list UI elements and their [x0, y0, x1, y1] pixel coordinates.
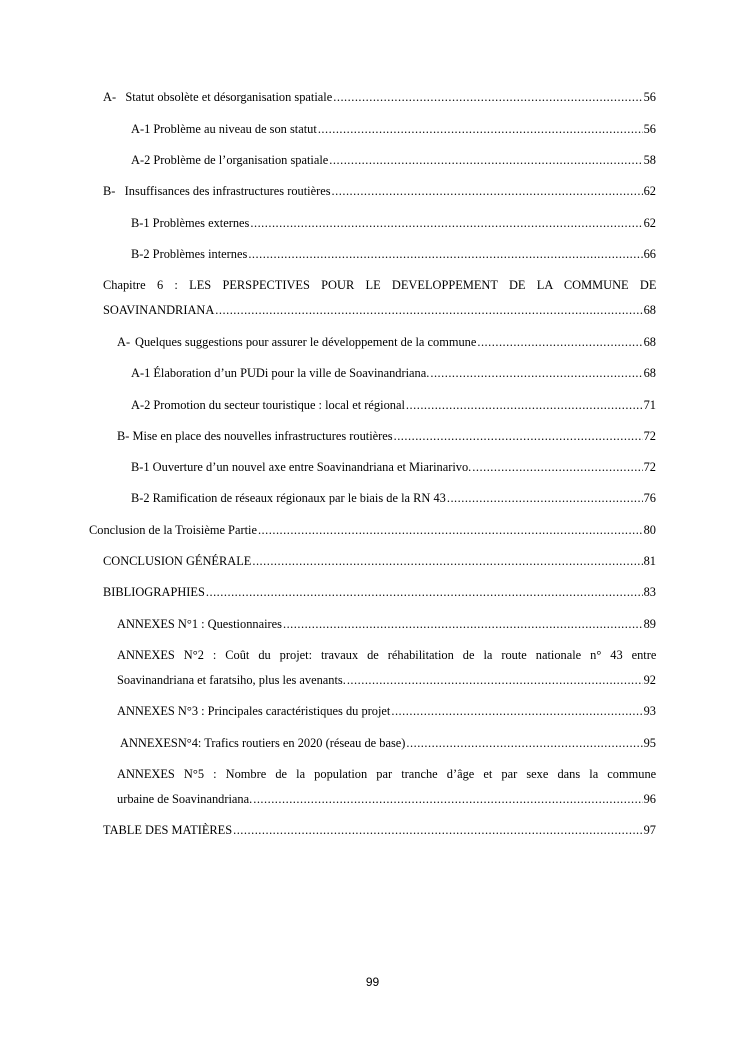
- toc-entry[interactable]: [117, 428, 656, 444]
- dot-leader: [447, 490, 643, 506]
- toc-entry-title: A-1 Problème au niveau de son statut: [131, 122, 317, 136]
- toc-entry-page: 92: [643, 673, 656, 687]
- toc-entry[interactable]: [117, 334, 656, 350]
- dot-leader: [253, 791, 642, 807]
- toc-entry[interactable]: [131, 246, 656, 262]
- toc-entry-title: CONCLUSION GÉNÉRALE: [103, 554, 252, 568]
- toc-entry-title: ANNEXES N°5 : Nombre de la population par tranche d’âge et par sexe dans la commune: [117, 767, 657, 781]
- toc-entry-title: B-1 Problèmes externes: [131, 216, 250, 230]
- toc-entry-title: Soavinandriana et faratsiho, plus les avenants.: [117, 673, 346, 687]
- toc-entry[interactable]: [120, 735, 656, 751]
- dot-leader: [332, 183, 643, 199]
- toc-entry-title: B- Mise en place des nouvelles infrastructures routières: [117, 429, 393, 443]
- dot-leader: [333, 89, 642, 105]
- toc-entry[interactable]: [131, 121, 656, 137]
- page-number: 99: [365, 975, 380, 989]
- dot-leader: [394, 428, 643, 444]
- toc-entry-title: Statut obsolète et désorganisation spatiale: [125, 90, 333, 104]
- dot-leader: [318, 121, 643, 137]
- toc-entry-line1[interactable]: [117, 647, 656, 663]
- toc-entry[interactable]: [103, 584, 656, 600]
- toc-entry-title: ANNEXES N°1 : Questionnaires: [117, 617, 282, 631]
- toc-entry[interactable]: [103, 553, 656, 569]
- toc-entry[interactable]: [131, 215, 656, 231]
- toc-entry-page: 68: [643, 303, 656, 317]
- toc-entry-page: 68: [643, 366, 656, 380]
- toc-entry-title: Conclusion de la Troisième Partie: [89, 523, 257, 537]
- dot-leader: [215, 302, 642, 318]
- toc-entry-title: urbaine de Soavinandriana.: [117, 792, 253, 806]
- dot-leader: [430, 365, 642, 381]
- toc-entry-line1[interactable]: [117, 766, 656, 782]
- dot-leader: [248, 246, 642, 262]
- toc-entry-page: 58: [643, 153, 656, 167]
- dot-leader: [347, 672, 643, 688]
- toc-entry[interactable]: [131, 490, 656, 506]
- toc-entry[interactable]: [89, 522, 656, 538]
- toc-entry-page: 71: [643, 398, 656, 412]
- toc-entry-page: 68: [643, 335, 656, 349]
- toc-entry-page: 62: [643, 184, 656, 198]
- toc-entry-title: Quelques suggestions pour assurer le développement de la commune: [135, 335, 477, 349]
- toc-entry-page: 93: [643, 704, 656, 718]
- toc-entry-title: Chapitre 6 : LES PERSPECTIVES POUR LE DEVELOPPEMENT DE LA COMMUNE DE: [103, 278, 657, 292]
- dot-leader: [233, 822, 643, 838]
- dot-leader: [250, 215, 642, 231]
- toc-entry[interactable]: [103, 183, 656, 199]
- dot-leader: [477, 334, 642, 350]
- toc-entry[interactable]: [131, 152, 656, 168]
- toc-entry[interactable]: [117, 672, 656, 688]
- toc-entry-title: ANNEXES N°3 : Principales caractéristiques du projet: [117, 704, 391, 718]
- toc-entry-title: TABLE DES MATIÈRES: [103, 823, 233, 837]
- dot-leader: [472, 459, 642, 475]
- toc-entry[interactable]: [131, 365, 656, 381]
- toc-entry-page: 62: [643, 216, 656, 230]
- dot-leader: [391, 703, 642, 719]
- toc-entry-page: 89: [643, 617, 656, 631]
- toc-entry-title: SOAVINANDRIANA: [103, 303, 215, 317]
- toc-entry[interactable]: [103, 822, 656, 838]
- dot-leader: [283, 616, 643, 632]
- toc-entry-page: 72: [643, 460, 656, 474]
- toc-entry-title: ANNEXES N°2 : Coût du projet: travaux de réhabilitation de la route nationale n° 43 entre: [117, 648, 657, 662]
- toc-entry[interactable]: [131, 397, 656, 413]
- toc-entry-title: B-1 Ouverture d’un nouvel axe entre Soavinandriana et Miarinarivo.: [131, 460, 472, 474]
- toc-entry-prefix: B-: [103, 184, 116, 198]
- toc-entry-page: 97: [643, 823, 656, 837]
- toc-entry[interactable]: [131, 459, 656, 475]
- toc-entry-title: B-2 Ramification de réseaux régionaux par le biais de la RN 43: [131, 491, 446, 505]
- dot-leader: [329, 152, 642, 168]
- dot-leader: [406, 735, 642, 751]
- toc-entry-title: Insuffisances des infrastructures routières: [124, 184, 331, 198]
- toc-entry-prefix: A-: [103, 90, 117, 104]
- toc-entry-page: 81: [643, 554, 656, 568]
- toc-entry[interactable]: [103, 89, 656, 105]
- toc-entry[interactable]: [117, 703, 656, 719]
- toc-entry-line1[interactable]: [103, 277, 656, 293]
- toc-entry-page: 83: [643, 585, 656, 599]
- toc-entry-title: A-2 Promotion du secteur touristique : local et régional: [131, 398, 405, 412]
- toc-entry-title: BIBLIOGRAPHIES: [103, 585, 205, 599]
- dot-leader: [406, 397, 643, 413]
- toc-entry-page: 72: [643, 429, 656, 443]
- toc-entry-page: 76: [643, 491, 656, 505]
- dot-leader: [258, 522, 643, 538]
- dot-leader: [252, 553, 642, 569]
- toc-entry-page: 95: [643, 736, 656, 750]
- toc-entry-page: 80: [643, 523, 656, 537]
- toc-entry-title: A-1 Élaboration d’un PUDi pour la ville de Soavinandriana.: [131, 366, 430, 380]
- toc-entry-title: ANNEXESN°4: Trafics routiers en 2020 (réseau de base): [120, 736, 406, 750]
- toc-entry-page: 96: [643, 792, 656, 806]
- toc-entry[interactable]: [103, 302, 656, 318]
- toc-entry-title: A-2 Problème de l’organisation spatiale: [131, 153, 329, 167]
- toc-entry[interactable]: [117, 616, 656, 632]
- toc-entry-page: 56: [643, 90, 656, 104]
- toc-entry-title: B-2 Problèmes internes: [131, 247, 248, 261]
- toc-entry-page: 56: [643, 122, 656, 136]
- dot-leader: [206, 584, 643, 600]
- toc-entry-prefix: A-: [117, 335, 131, 349]
- toc-entry[interactable]: [117, 791, 656, 807]
- toc-entry-page: 66: [643, 247, 656, 261]
